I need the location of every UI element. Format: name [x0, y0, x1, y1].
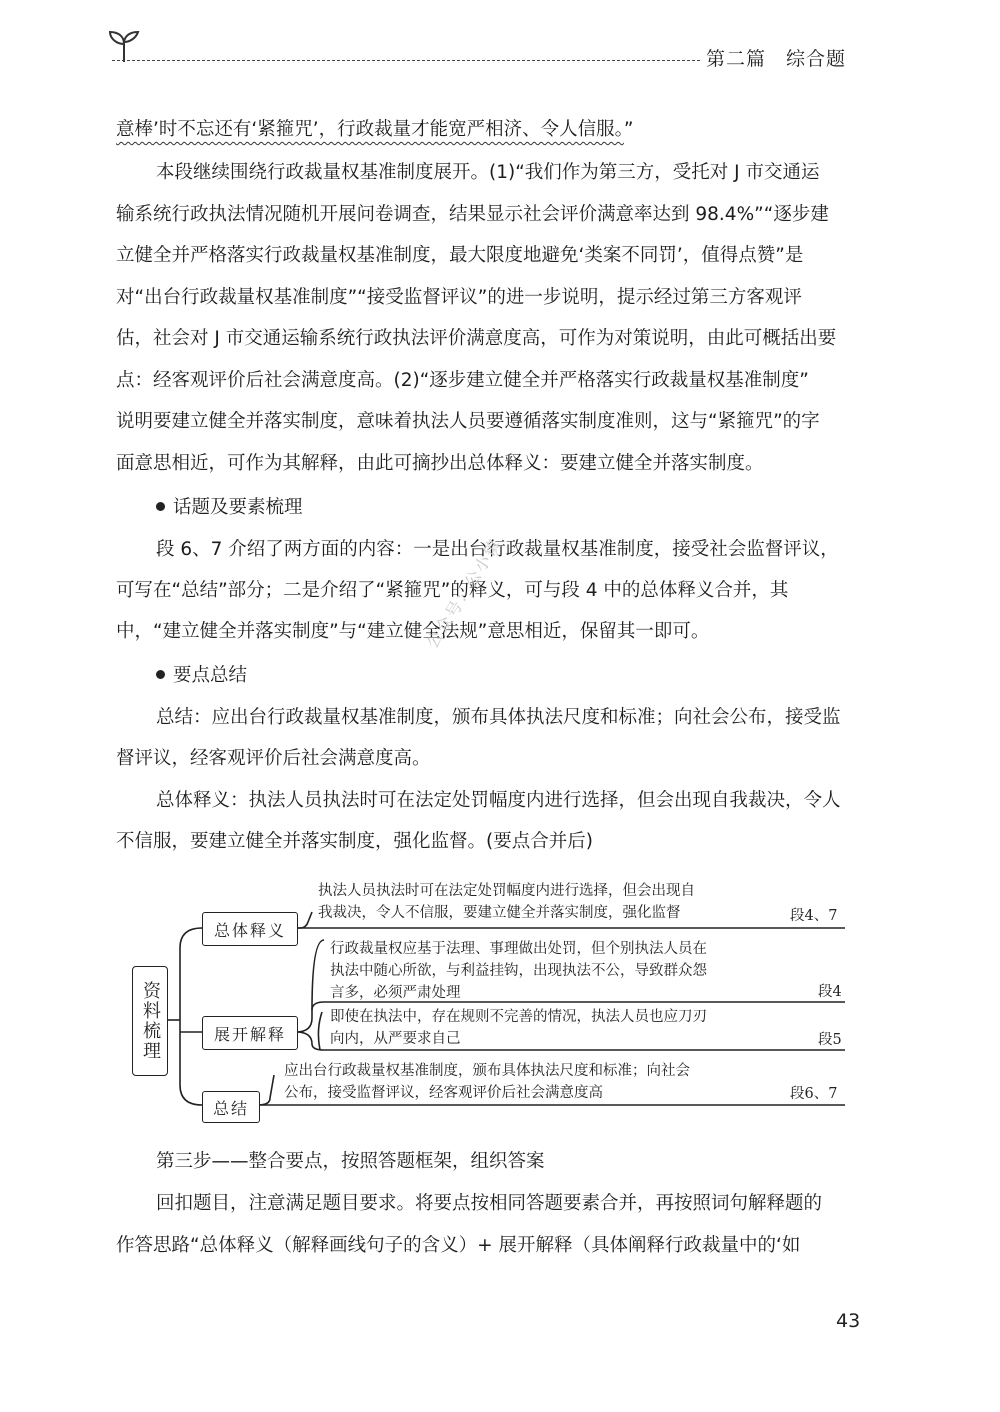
bullet-label: 话题及要素梳理 [173, 497, 303, 518]
paragraph-line: 总体释义：执法人员执法时可在法定处罚幅度内进行选择，但会出现自我裁决，令人 [156, 790, 841, 811]
paragraph-line: 总结：应出台行政裁量权基准制度，颁布具体执法尺度和标准；向社会公布，接受监 [156, 707, 841, 728]
chapter-title: 第二篇 综合题 [706, 48, 847, 70]
paragraph-line: 督评议，经客观评价后社会满意度高。 [116, 748, 431, 769]
paragraph-line: 不信服，要建立健全并落实制度，强化监督。(要点合并后) [116, 831, 593, 852]
paragraph-line: 回扣题目，注意满足题目要求。将要点按相同答题要素合并，再按照词句解释题的 [156, 1193, 823, 1214]
paragraph-line: 可写在“总结”部分；二是介绍了“紧箍咒”的释义，可与段 4 中的总体释义合并，其 [116, 580, 789, 601]
paragraph-line: 立健全并严格落实行政裁量权基准制度，最大限度地避免‘类案不同罚’，值得点赞”是 [116, 245, 804, 266]
watermark: 公众号：公小镇 [422, 534, 506, 652]
paragraph-line: 点：经客观评价后社会满意度高。(2)“逐步建立健全并严格落实行政裁量权基准制度” [116, 370, 809, 391]
mind-map-root: 资料梳理 [132, 966, 168, 1076]
node-expand: 展开解释 [202, 1016, 298, 1050]
expand-source-1: 段4 [818, 984, 842, 1000]
paragraph-line: 说明要建立健全并落实制度，意味着执法人员要遵循落实制度准则，这与“紧箍咒”的字 [116, 411, 820, 432]
paragraph-line: 本段继续围绕行政裁量权基准制度展开。(1)“我们作为第三方，受托对 J 市交通运 [156, 162, 820, 183]
paragraph-line: 段 6、7 介绍了两方面的内容：一是出台行政裁量权基准制度，接受社会监督评议， [156, 539, 839, 560]
page-number: 43 [836, 1310, 861, 1332]
overall-source: 段4、7 [790, 908, 838, 924]
overall-text: 执法人员执法时可在法定处罚幅度内进行选择，但会出现自 我裁决，令人不信服，要建立健全并落实制度，强化监督 [318, 883, 695, 921]
bullet-label: 要点总结 [173, 665, 248, 686]
node-summary: 总结 [202, 1091, 260, 1123]
expand-text-1: 行政裁量权应基于法理、事理做出处罚，但个别执法人员在 执法中随心所欲，与利益挂钩，出现执法不公，导致群众怨 言多，必须严肃处理 [330, 941, 707, 1001]
summary-source: 段6、7 [790, 1086, 838, 1102]
paragraph-line: 中，“建立健全并落实制度”与“建立健全法规”意思相近，保留其一即可。 [116, 621, 710, 642]
paragraph-line: 面意思相近，可作为其解释，由此可摘抄出总体释义：要建立健全并落实制度。 [116, 453, 764, 474]
paragraph-line: 估，社会对 J 市交通运输系统行政执法评价满意度高，可作为对策说明，由此可概括出要 [116, 328, 837, 349]
node-overall: 总体释义 [202, 912, 298, 946]
expand-source-2: 段5 [818, 1032, 842, 1048]
paragraph-line: 输系统行政执法情况随机开展问卷调查，结果显示社会评价满意率达到 98.4%”“逐步建 [116, 204, 829, 225]
underlined-quote: 意棒’时不忘还有‘紧箍咒’，行政裁量才能宽严相济、令人信服。 [116, 119, 624, 140]
step-heading: 第三步——整合要点，按照答题框架，组织答案 [156, 1151, 545, 1172]
quote-end: ” [623, 119, 634, 140]
paragraph-line: 对“出台行政裁量权基准制度”“接受监督评议”的进一步说明，提示经过第三方客观评 [116, 287, 802, 308]
summary-text: 应出台行政裁量权基准制度，颁布具体执法尺度和标准；向社会 公布，接受监督评议，经客观评价后社会满意度高 [284, 1063, 690, 1101]
paragraph-line: 作答思路“总体释义（解释画线句子的含义）+ 展开解释（具体阐释行政裁量中的‘如 [116, 1235, 801, 1256]
expand-text-2: 即使在执法中，存在规则不完善的情况，执法人员也应刀刃 向内，从严要求自己 [330, 1009, 707, 1047]
